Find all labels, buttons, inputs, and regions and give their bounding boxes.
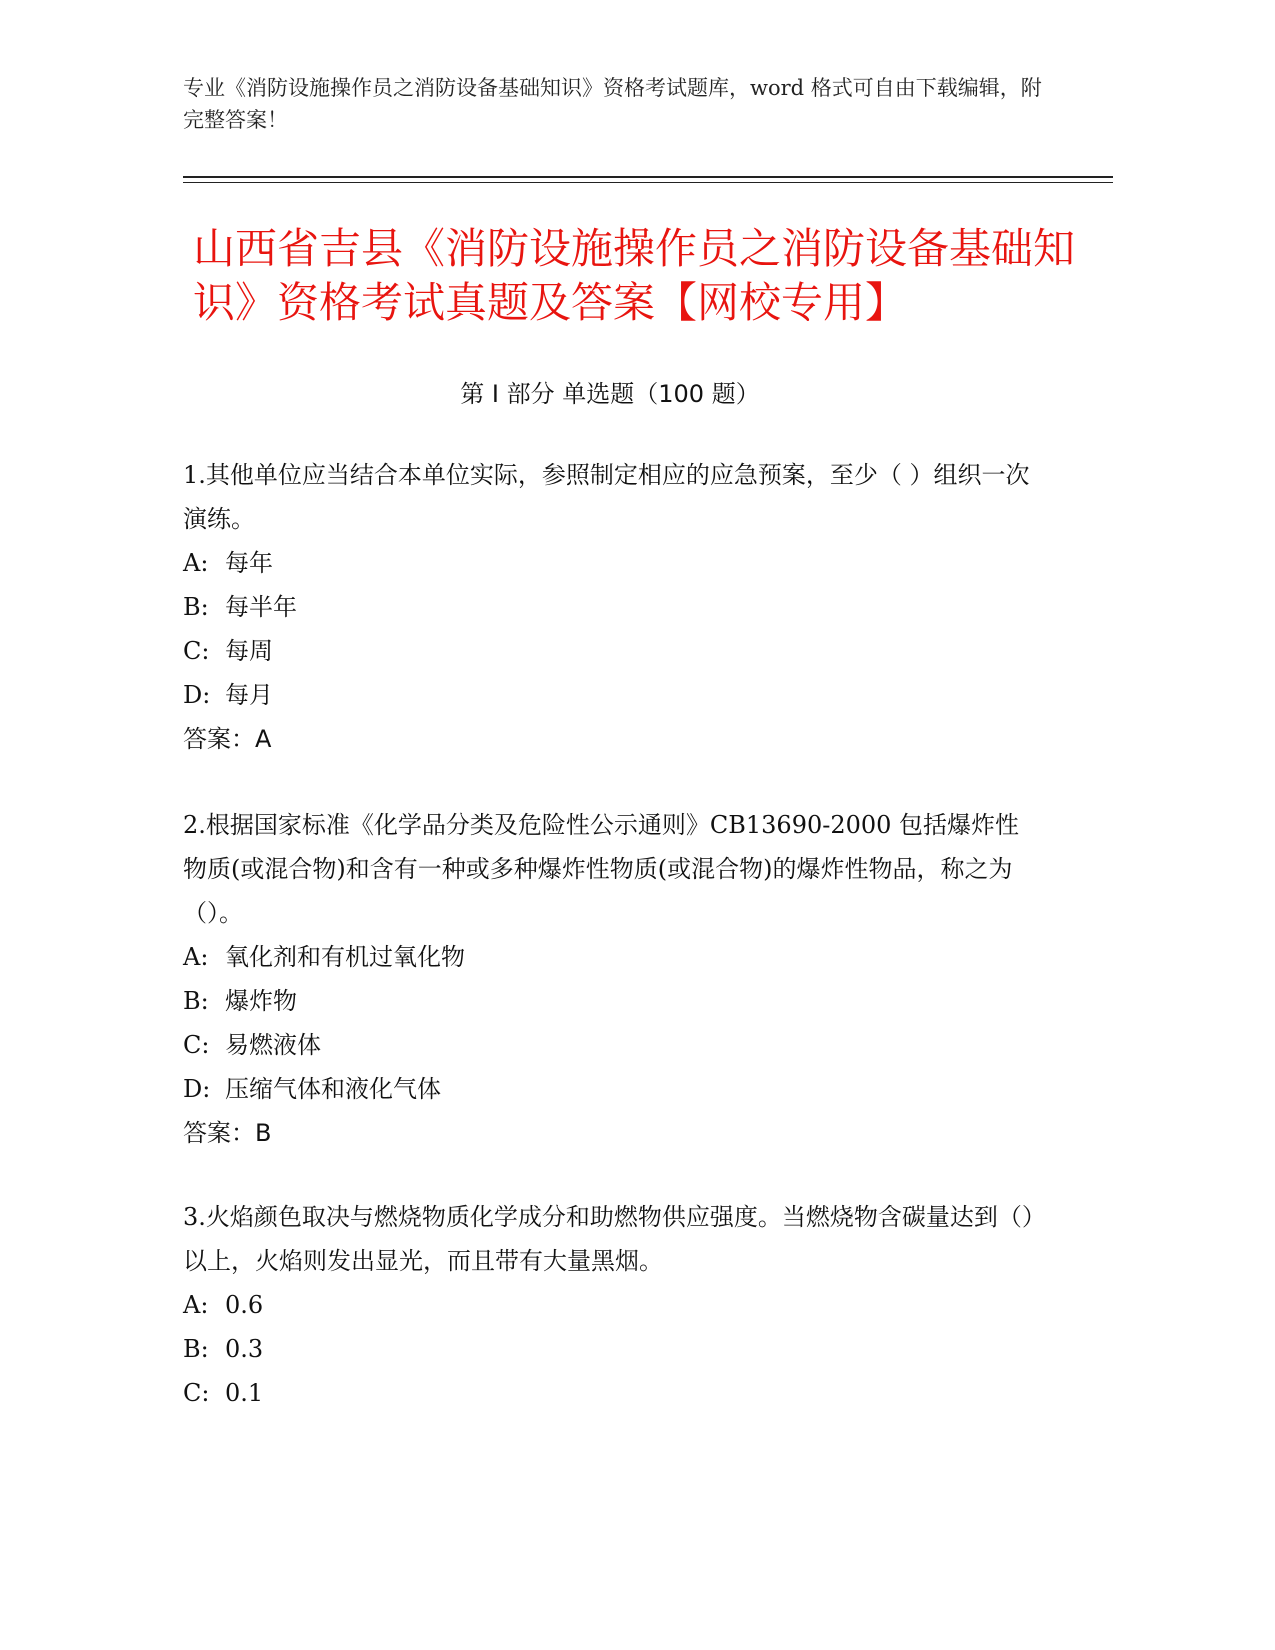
document-page xyxy=(183,0,1113,1650)
question-stem: 2.根据国家标准《化学品分类及危险性公示通则》CB13690-2000 包括爆炸性物质(或混合物)和含有一种或多种爆炸性物质(或混合物)的爆炸性物品，称之为（）。 xyxy=(183,811,1020,927)
question-stem: 3.火焰颜色取决与燃烧物质化学成分和助燃物供应强度。当燃烧物含碳量达到（）以上，火焰则发出显光，而且带有大量黑烟。 xyxy=(183,1203,1034,1275)
option-key: B: xyxy=(183,1335,209,1363)
option-text: 爆炸物 xyxy=(225,987,297,1015)
option-text: 0.3 xyxy=(225,1335,264,1363)
header-rule-thick xyxy=(183,176,1113,178)
option-key: C: xyxy=(183,1379,210,1407)
option-key: C: xyxy=(183,637,210,665)
header-note: 专业《消防设施操作员之消防设备基础知识》资格考试题库，word 格式可自由下载编辑，附完整答案！ xyxy=(183,76,1042,132)
option-text: 0.6 xyxy=(225,1291,264,1319)
option-a xyxy=(183,1283,1043,1327)
option-text: 氧化剂和有机过氧化物 xyxy=(225,943,465,971)
option-key: B: xyxy=(183,593,209,621)
option-key: B: xyxy=(183,987,209,1015)
option-text: 0.1 xyxy=(225,1379,264,1407)
option-a xyxy=(183,935,1043,979)
option-b xyxy=(183,1327,1043,1371)
option-text: 易燃液体 xyxy=(225,1031,321,1059)
option-text: 每年 xyxy=(225,549,273,577)
option-c xyxy=(183,1023,1043,1067)
header-rule-thin xyxy=(183,182,1113,183)
section-title: 第 I 部分 单选题（100 题） xyxy=(460,380,760,408)
option-c xyxy=(183,629,1043,673)
question-1 xyxy=(183,453,1043,761)
option-d xyxy=(183,1067,1043,1111)
option-text: 每月 xyxy=(225,681,273,709)
option-b xyxy=(183,585,1043,629)
option-key: A: xyxy=(183,549,209,577)
option-key: A: xyxy=(183,943,209,971)
option-text: 压缩气体和液化气体 xyxy=(225,1075,441,1103)
option-text: 每半年 xyxy=(225,593,297,621)
option-c xyxy=(183,1371,1043,1415)
question-stem: 1.其他单位应当结合本单位实际，参照制定相应的应急预案，至少（ ）组织一次演练。 xyxy=(183,461,1030,533)
answer: 答案：B xyxy=(183,1119,272,1147)
question-2 xyxy=(183,803,1043,1155)
answer: 答案：A xyxy=(183,725,272,753)
option-text: 每周 xyxy=(225,637,273,665)
option-key: A: xyxy=(183,1291,209,1319)
document-title: 山西省吉县《消防设施操作员之消防设备基础知识》资格考试真题及答案【网校专用】 xyxy=(193,224,1076,327)
option-a xyxy=(183,541,1043,585)
option-key: D: xyxy=(183,1075,211,1103)
option-b xyxy=(183,979,1043,1023)
question-3 xyxy=(183,1195,1043,1415)
option-key: D: xyxy=(183,681,211,709)
option-d xyxy=(183,673,1043,717)
option-key: C: xyxy=(183,1031,210,1059)
